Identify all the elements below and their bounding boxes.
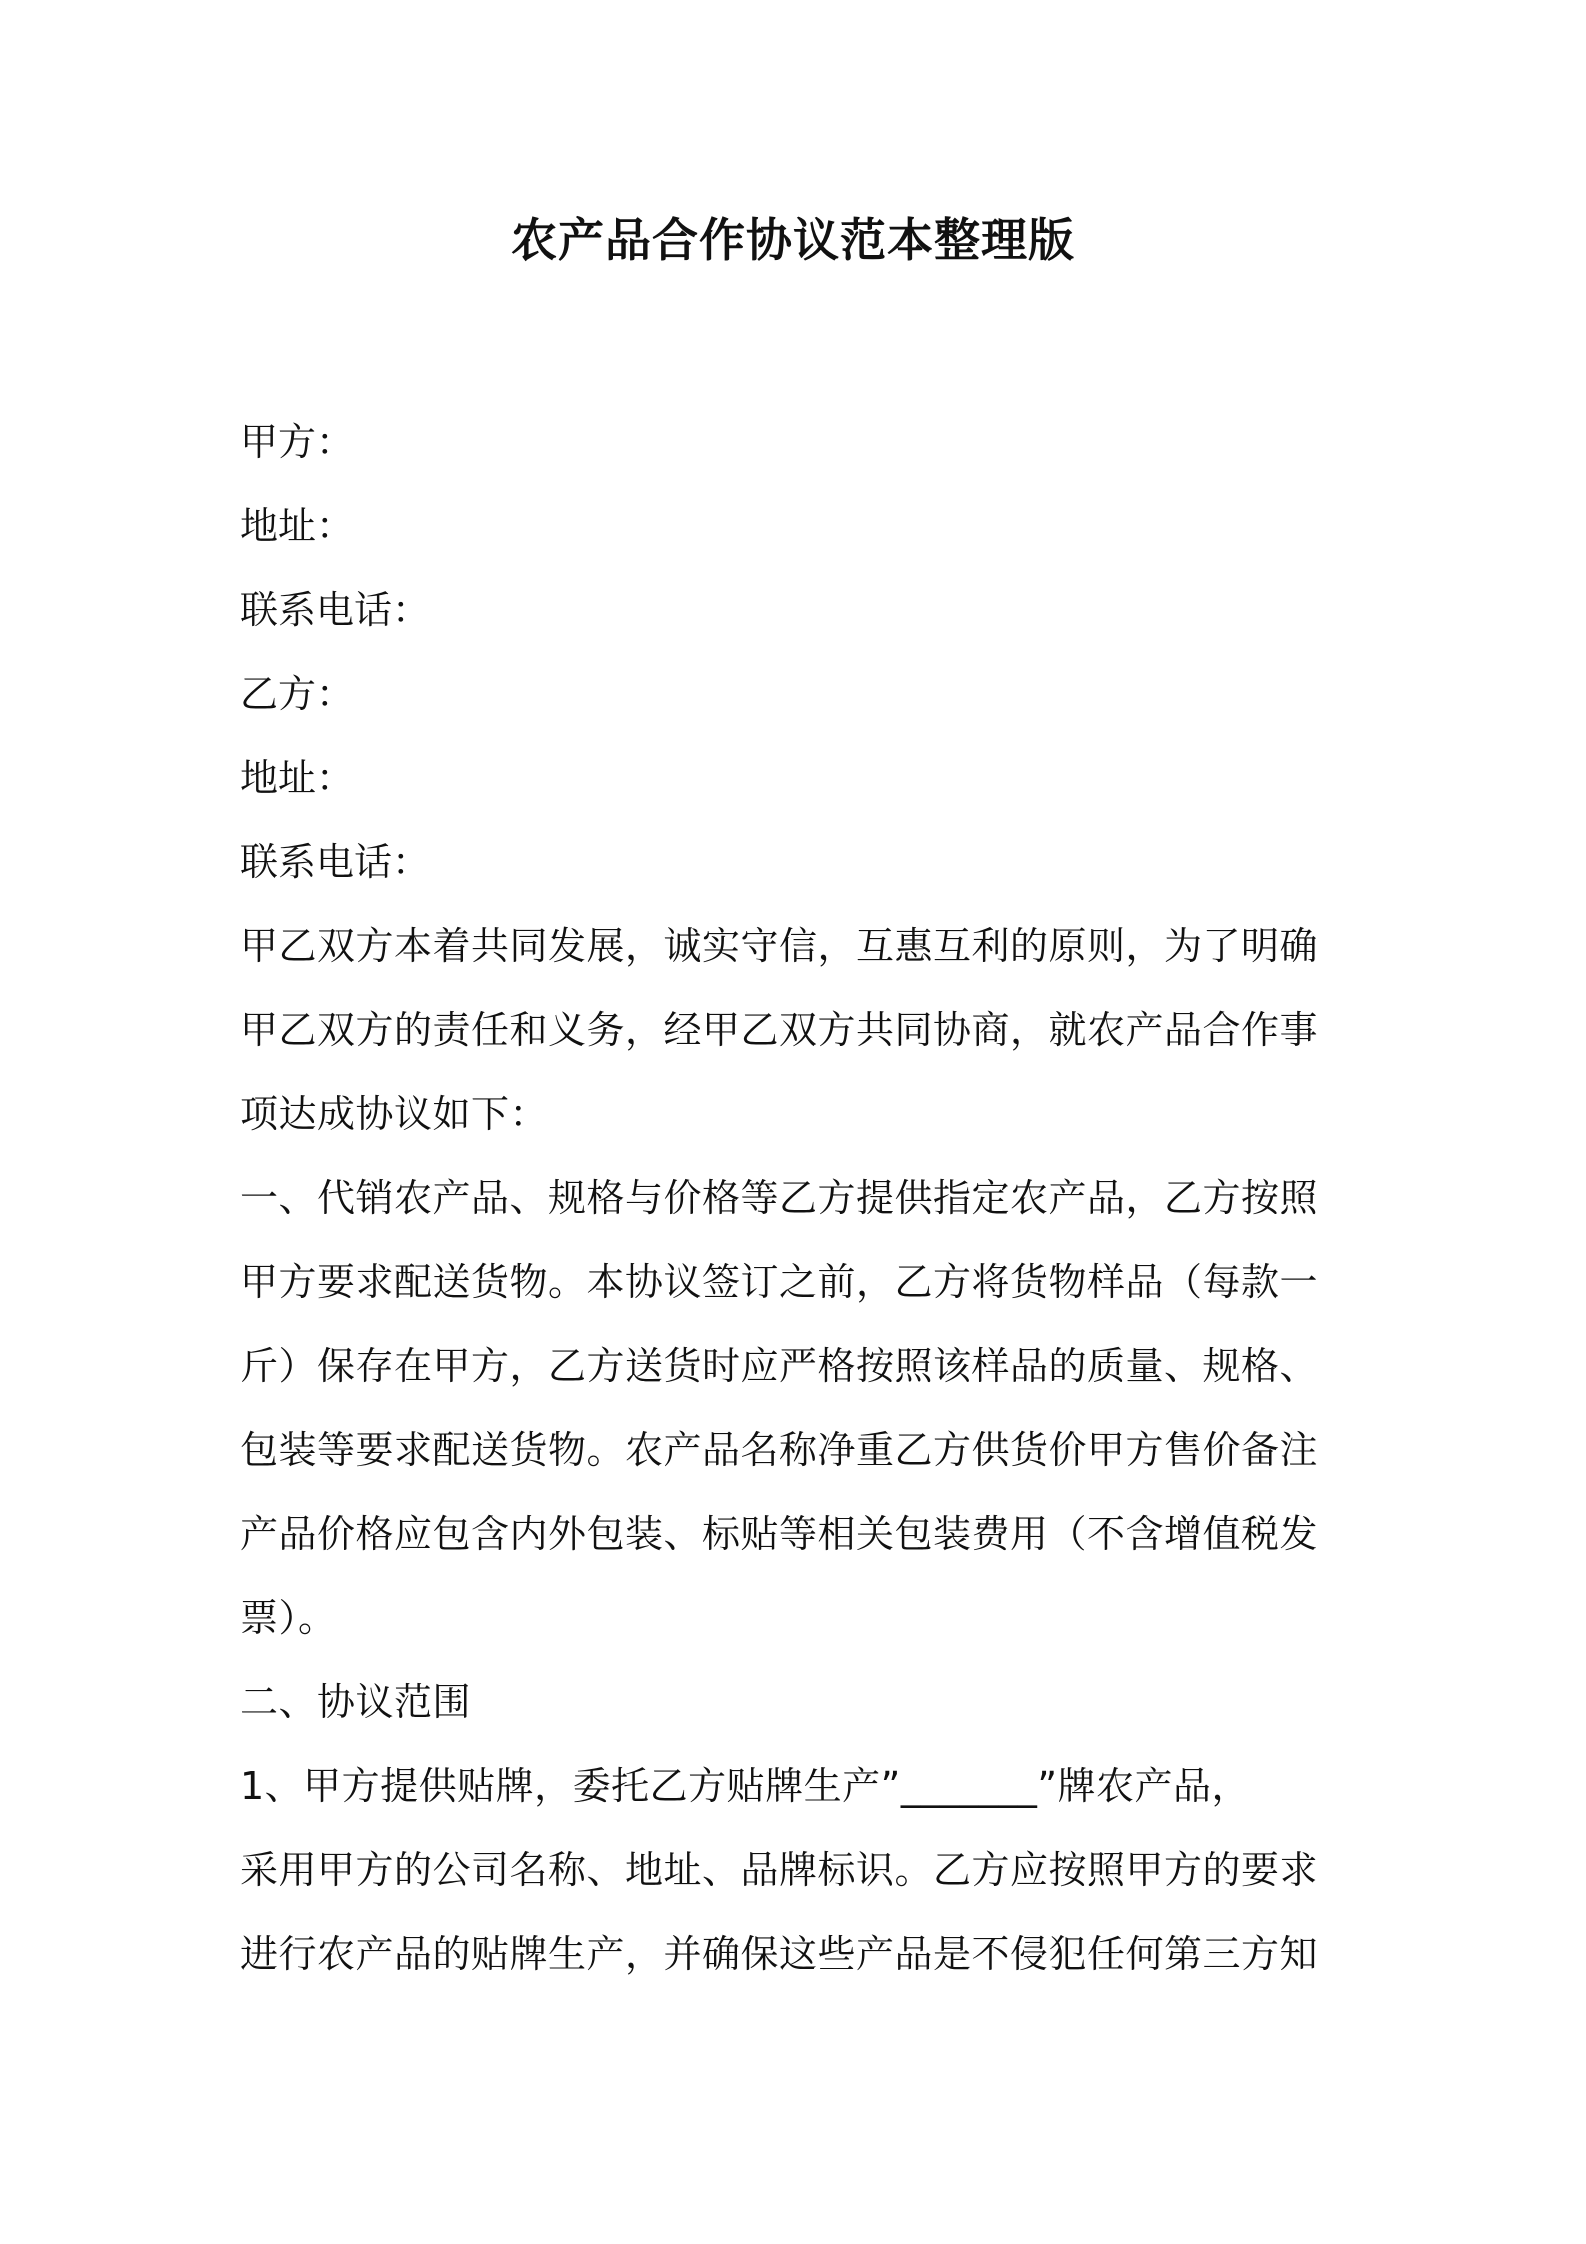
- clause-one-line: 1、甲方提供贴牌，委托乙方贴牌生产”_______”牌农产品，: [240, 1764, 1251, 1808]
- body-line: 产品价格应包含内外包装、标贴等相关包装费用（不含增值税发: [240, 1512, 1319, 1556]
- body-line: 项达成协议如下：: [240, 1092, 549, 1136]
- section-one-line: 一、代销农产品、规格与价格等乙方提供指定农产品，乙方按照: [240, 1176, 1319, 1220]
- section-two-heading: 二、协议范围: [240, 1680, 472, 1724]
- body-line: 甲方要求配送货物。本协议签订之前，乙方将货物样品（每款一: [240, 1260, 1319, 1304]
- body-line: 甲乙双方本着共同发展，诚实守信，互惠互利的原则，为了明确: [240, 924, 1319, 968]
- party-b-name-label: 乙方：: [240, 672, 355, 716]
- body-line: 甲乙双方的责任和义务，经甲乙双方共同协商，就农产品合作事: [240, 1008, 1319, 1052]
- party-b-address-label: 地址：: [240, 756, 355, 800]
- body-line: 斤）保存在甲方，乙方送货时应严格按照该样品的质量、规格、: [240, 1344, 1319, 1388]
- body-line: 票）。: [240, 1596, 337, 1640]
- document-body: [240, 400, 1355, 1996]
- party-b-phone-label: 联系电话：: [240, 840, 431, 884]
- body-line: 采用甲方的公司名称、地址、品牌标识。乙方应按照甲方的要求: [240, 1848, 1319, 1892]
- party-a-name-label: 甲方：: [240, 420, 355, 464]
- party-a-address-label: 地址：: [240, 504, 355, 548]
- body-line: 进行农产品的贴牌生产，并确保这些产品是不侵犯任何第三方知: [240, 1932, 1319, 1976]
- body-line: 包装等要求配送货物。农产品名称净重乙方供货价甲方售价备注: [240, 1428, 1319, 1472]
- party-a-phone-label: 联系电话：: [240, 588, 431, 632]
- document-title: 农产品合作协议范本整理版: [511, 213, 1075, 267]
